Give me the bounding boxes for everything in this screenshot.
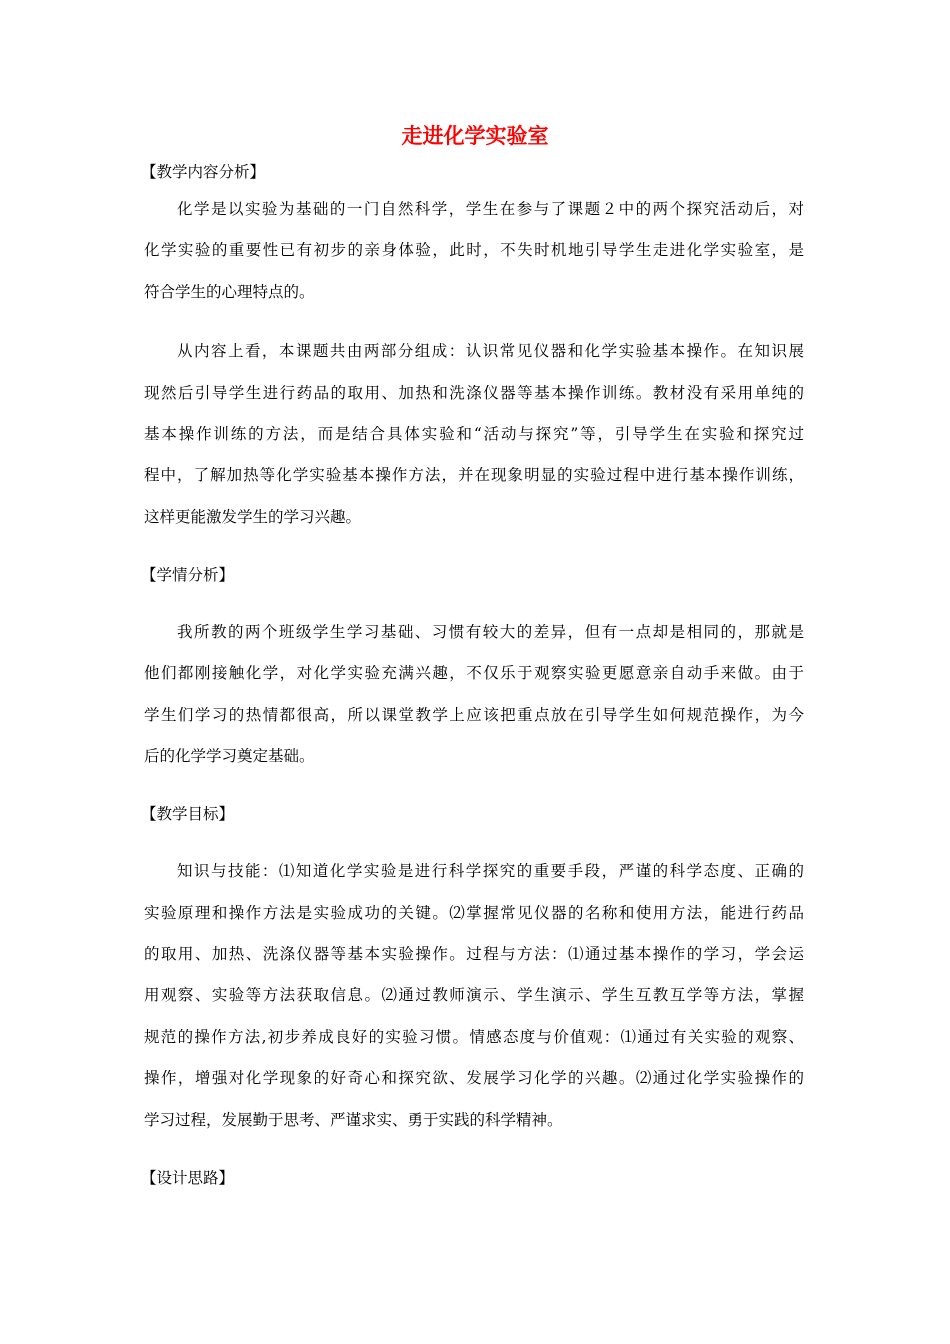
- paragraph-line: 他们都刚接触化学，对化学实验充满兴趣，不仅乐于观察实验更愿意亲自动手来做。由于: [144, 664, 804, 682]
- paragraph-line: 操作，增强对化学现象的好奇心和探究欲、发展学习化学的兴趣。⑵通过化学实验操作的: [144, 1069, 804, 1087]
- paragraph-line: 现然后引导学生进行药品的取用、加热和洗涤仪器等基本操作训练。教材没有采用单纯的: [144, 384, 804, 402]
- section-heading-content-analysis: 【教学内容分析】: [141, 163, 266, 181]
- paragraph-line: 规范的操作方法,初步养成良好的实验习惯。情感态度与价值观：⑴通过有关实验的观察、: [144, 1028, 804, 1046]
- paragraph-line: 后的化学学习奠定基础。: [144, 747, 315, 765]
- paragraph-line: 这样更能激发学生的学习兴趣。: [144, 508, 362, 526]
- section-heading-student-analysis: 【学情分析】: [141, 566, 235, 584]
- paragraph-line: 程中，了解加热等化学实验基本操作方法，并在现象明显的实验过程中进行基本操作训练，: [144, 466, 804, 484]
- document-title: 走进化学实验室: [401, 124, 549, 148]
- paragraph-line: 基本操作训练的方法，而是结合具体实验和“活动与探究”等，引导学生在实验和探究过: [144, 425, 804, 443]
- paragraph-line: 的取用、加热、洗涤仪器等基本实验操作。过程与方法：⑴通过基本操作的学习，学会运: [144, 945, 804, 963]
- paragraph-line: 化学实验的重要性已有初步的亲身体验，此时，不失时机地引导学生走进化学实验室，是: [144, 241, 804, 259]
- section-heading-design-ideas: 【设计思路】: [141, 1169, 235, 1187]
- paragraph-line: 实验原理和操作方法是实验成功的关键。⑵掌握常见仪器的名称和使用方法，能进行药品: [144, 904, 804, 922]
- paragraph-line: 学生们学习的热情都很高，所以课堂教学上应该把重点放在引导学生如何规范操作，为今: [144, 706, 804, 724]
- paragraph-line: 从内容上看，本课题共由两部分组成：认识常见仪器和化学实验基本操作。在知识展: [177, 342, 804, 360]
- paragraph-line: 化学是以实验为基础的一门自然科学，学生在参与了课题２中的两个探究活动后，对: [177, 200, 804, 218]
- paragraph-line: 知识与技能：⑴知道化学实验是进行科学探究的重要手段，严谨的科学态度、正确的: [177, 862, 804, 880]
- paragraph-line: 用观察、实验等方法获取信息。⑵通过教师演示、学生演示、学生互教互学等方法，掌握: [144, 986, 804, 1004]
- paragraph-line: 我所教的两个班级学生学习基础、习惯有较大的差异，但有一点却是相同的，那就是: [177, 623, 804, 641]
- paragraph-line: 学习过程，发展勤于思考、严谨求实、勇于实践的科学精神。: [144, 1111, 563, 1129]
- paragraph-line: 符合学生的心理特点的。: [144, 283, 315, 301]
- section-heading-teaching-goals: 【教学目标】: [141, 805, 235, 823]
